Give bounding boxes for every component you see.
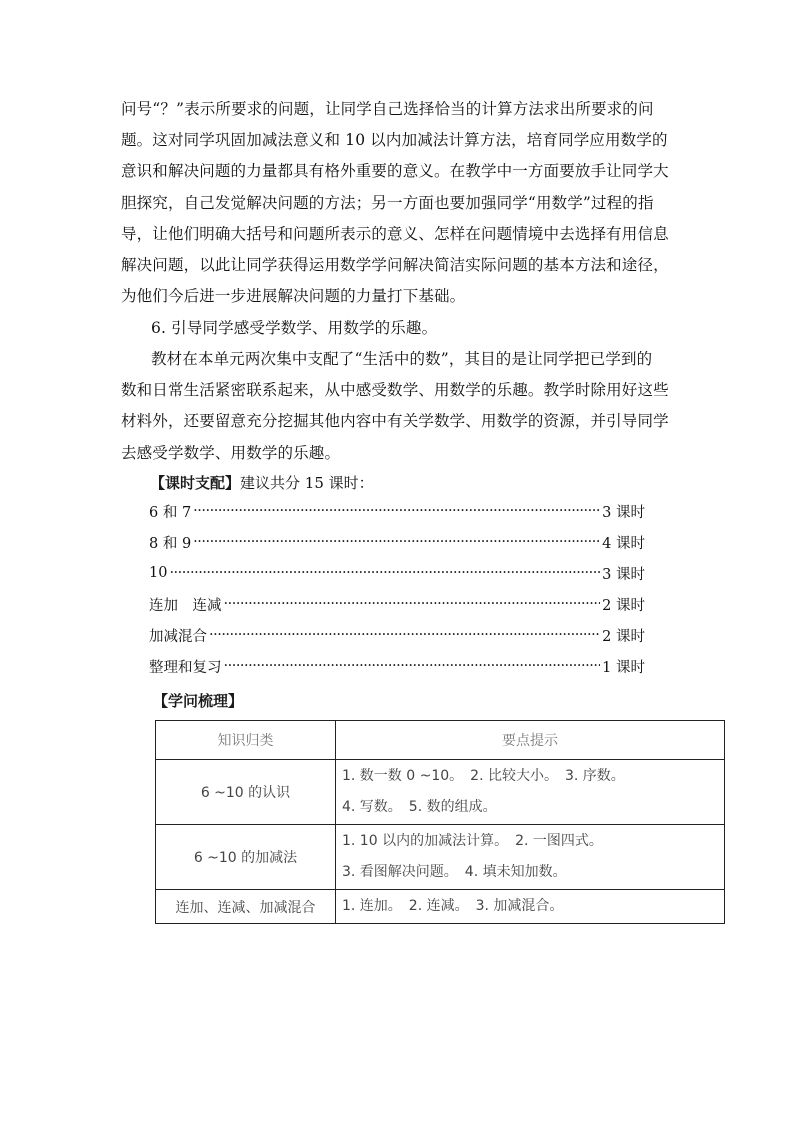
text-line: 胆探究，自己发觉解决问题的方法；另一方面也要加强同学“用数学”过程的指 [121, 193, 654, 212]
schedule-item-name: 加减混合 [149, 628, 207, 645]
schedule-item-hours: 2 课时 [602, 628, 645, 645]
text-line: 去感受学数学、用数学的乐趣。 [121, 443, 341, 462]
paragraph-life-numbers [121, 344, 677, 469]
leader-dots [224, 596, 601, 612]
schedule-item-name: 6 和 7 [149, 504, 192, 521]
text-line: 教材在本单元两次集中支配了“生活中的数”，其目的是让同学把已学到的 [151, 350, 653, 368]
paragraph-problem-solving [121, 94, 677, 312]
text-line: 题。这对同学巩固加减法意义和 10 以内加减法计算方法，培育同学应用数学的 [121, 131, 668, 150]
schedule-item [149, 563, 645, 583]
category-cell: 6 ~10 的加减法 [156, 825, 336, 890]
schedule-item-hours: 4 课时 [602, 535, 645, 552]
schedule-item [149, 625, 645, 645]
text-line: 为他们今后进一步进展解决问题的力量打下基础。 [121, 287, 466, 306]
leader-dots [209, 627, 600, 643]
table-row [156, 760, 725, 825]
schedule-item [149, 501, 645, 521]
column-header-category: 知识归类 [156, 721, 336, 760]
point-line: 1. 数一数 0 ~10。 2. 比较大小。 3. 序数。 [342, 768, 625, 784]
table-row [156, 890, 725, 924]
schedule-item-name: 连加 连减 [149, 597, 222, 614]
schedule-heading-label: 【课时支配】 [150, 474, 241, 492]
schedule-item-name: 8 和 9 [149, 535, 192, 552]
leader-dots [224, 658, 601, 674]
leader-dots [193, 503, 600, 519]
schedule-heading [150, 472, 374, 493]
table-row [156, 825, 725, 890]
text-line: 材料外，还要留意充分挖掘其他内容中有关学数学、用数学的资源，并引导同学 [121, 412, 669, 431]
point-line: 1. 连加。 2. 连减。 3. 加减混合。 [342, 898, 564, 914]
knowledge-heading [153, 690, 243, 711]
category-cell: 连加、连减、加减混合 [156, 890, 336, 924]
knowledge-heading-label: 【学问梳理】 [153, 692, 244, 710]
points-cell [336, 760, 725, 825]
point-line: 3. 看图解决问题。 4. 填未知加数。 [342, 864, 567, 880]
schedule-item [149, 594, 645, 614]
schedule-item-name: 10 [149, 565, 168, 581]
schedule-item-hours: 1 课时 [602, 659, 645, 676]
text-line: 6. 引导同学感受学数学、用数学的乐趣。 [151, 319, 438, 337]
schedule-item [149, 532, 645, 552]
point-line: 4. 写数。 5. 数的组成。 [342, 799, 497, 815]
schedule-item [149, 656, 645, 676]
point-line: 1. 10 以内的加减法计算。 2. 一图四式。 [342, 833, 603, 849]
text-line: 导，让他们明确大括号和问题所表示的意义、怎样在问题情境中去选择有用信息 [121, 224, 669, 243]
text-line: 数和日常生活紧密联系起来，从中感受数学、用数学的乐趣。教学时除用好这些 [121, 381, 669, 400]
schedule-item-hours: 3 课时 [602, 566, 645, 583]
leader-dots [193, 534, 600, 550]
category-cell: 6 ~10 的认识 [156, 760, 336, 825]
schedule-item-hours: 2 课时 [602, 597, 645, 614]
text-line: 解决问题，以此让同学获得运用数学学问解决简洁实际问题的基本方法和途径， [121, 255, 669, 274]
leader-dots [169, 565, 600, 581]
text-line: 意识和解决问题的力量都具有格外重要的意义。在教学中一方面要放手让同学大 [121, 162, 669, 181]
knowledge-table [155, 720, 725, 924]
table-header-row [156, 721, 725, 760]
column-header-points: 要点提示 [336, 721, 725, 760]
schedule-intro: 建议共分 15 课时： [240, 474, 374, 492]
numbered-point-6 [121, 313, 677, 344]
points-cell [336, 890, 725, 924]
schedule-item-hours: 3 课时 [602, 504, 645, 521]
schedule-item-name: 整理和复习 [149, 659, 222, 676]
points-cell [336, 825, 725, 890]
text-line: 问号“？”表示所要求的问题，让同学自己选择恰当的计算方法求出所要求的问 [121, 100, 654, 118]
